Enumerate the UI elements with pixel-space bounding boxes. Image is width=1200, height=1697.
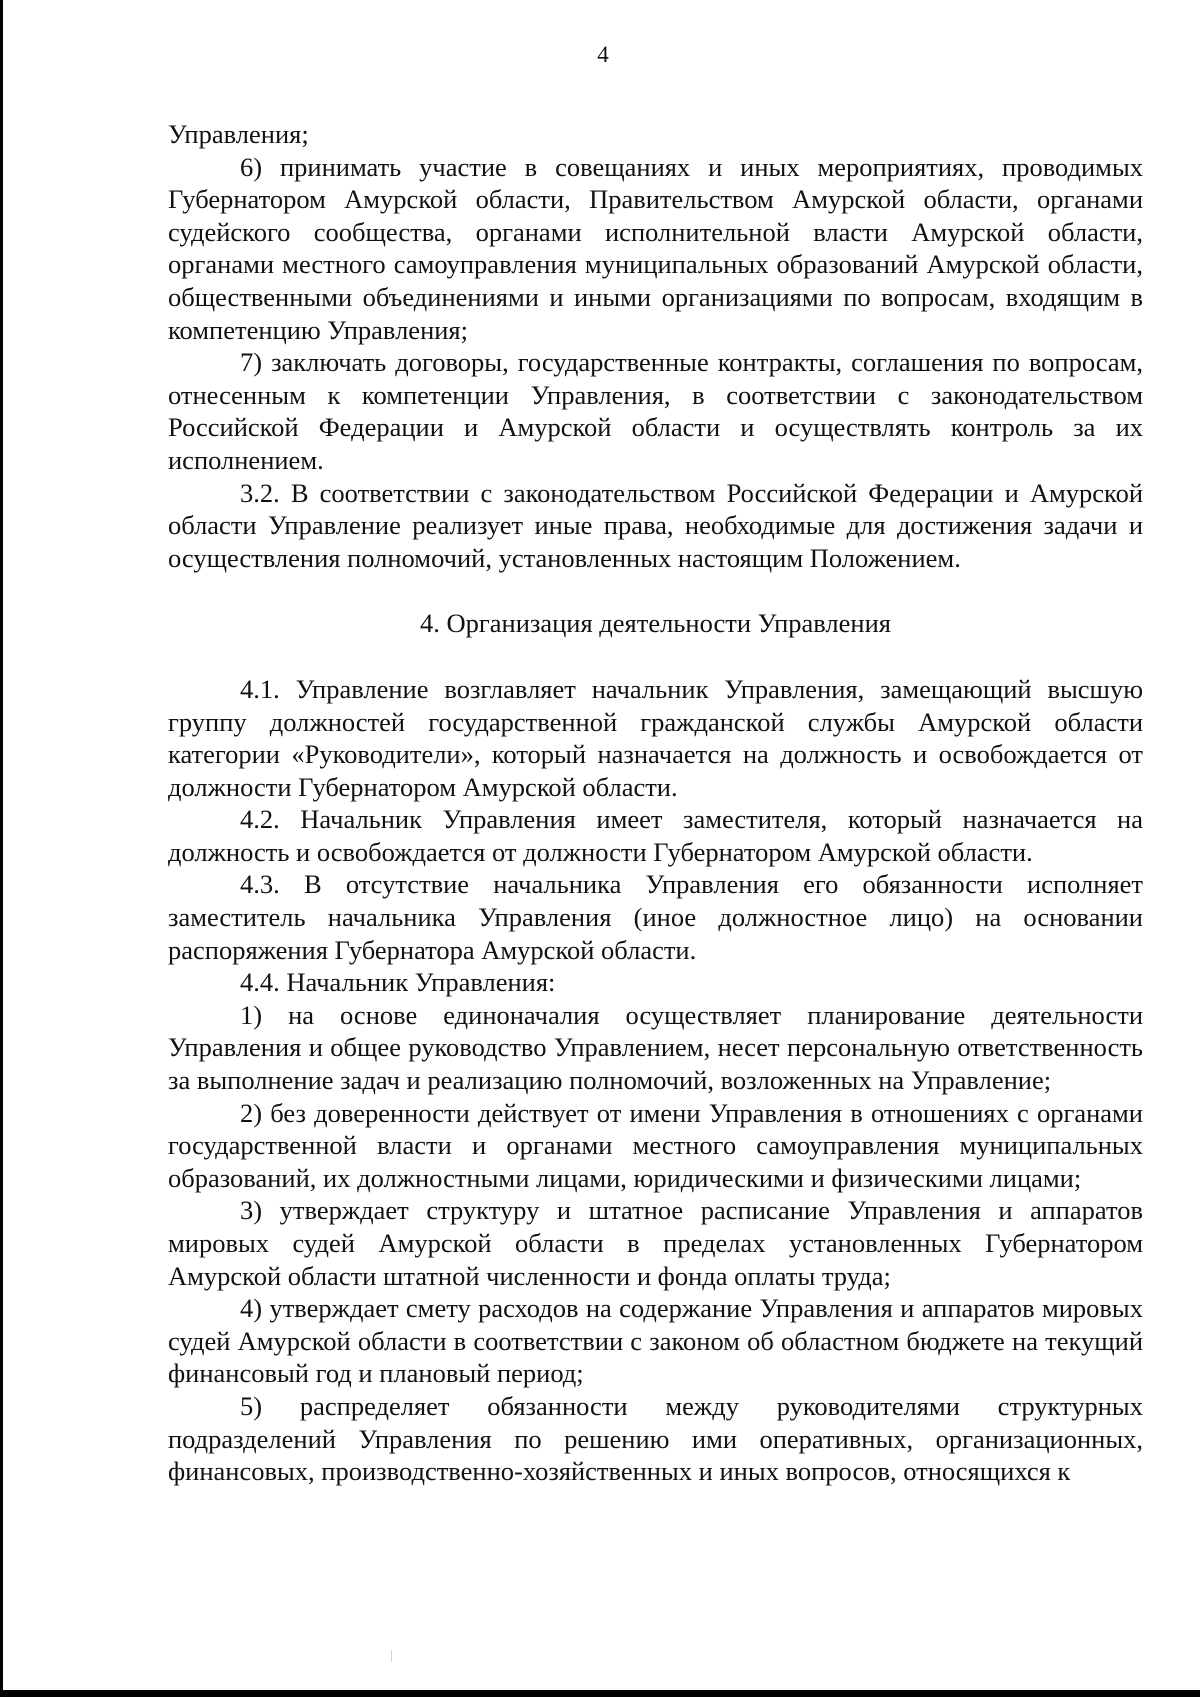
paragraph: Управления; [168,119,309,149]
paragraph: 4) утверждает смету расходов на содержание Управления и аппаратов мировых судей Амурской области в соответствии с законом об областном бюджете на текущий финансовый год и плановый период; [168,1293,1143,1389]
paragraph: 2) без доверенности действует от имени Управления в отношениях с органами государственной власти и органами местного самоуправления муниципальных образований, их должностными лицами, юридическими и физическими лицами; [168,1097,1143,1193]
document-body [168,118,1143,1488]
paragraph: 7) заключать договоры, государственные контракты, соглашения по вопросам, отнесенным к компетенции Управления, в соответствии с законодательством Российской Федерации и Амурской области и осуществлять контроль за их исполнением. [168,347,1143,475]
paragraph: 4.4. Начальник Управления: [240,967,556,998]
paragraph: 1) на основе единоначалия осуществляет планирование деятельности Управления и общее руководство Управлением, несет персональную ответственность за выполнение задач и реализацию полномочий, возложенных на Управление; [168,999,1143,1096]
page-number: 4 [597,42,609,67]
section-heading: 4. Организация деятельности Управления [420,608,891,639]
paragraph: 4.3. В отсутствие начальника Управления его обязанности исполняет заместитель начальника Управления (иное должностное лицо) на основании распоряжения Губернатора Амурской области. [168,869,1143,965]
paragraph: 6) принимать участие в совещаниях и иных мероприятиях, проводимых Губернатором Амурской области, Правительством Амурской области, органами судейского сообщества, органами исполнительной власти Амурской области, органами местного самоуправления муниципальных образований Амурской области, общественными объединениями и иными организациями по вопросам, входящим в компетенцию Управления; [168,151,1143,345]
scan-artifact [391,1650,392,1662]
paragraph: 4.2. Начальник Управления имеет заместителя, который назначается на должность и освобождается от должности Губернатором Амурской области. [168,804,1143,867]
paragraph: 3) утверждает структуру и штатное расписание Управления и аппаратов мировых судей Амурской области в пределах установленных Губернатором Амурской области штатной численности и фонда оплаты труда; [168,1195,1143,1291]
paragraph: 3.2. В соответствии с законодательством Российской Федерации и Амурской области Управление реализует иные права, необходимые для достижения задачи и осуществления полномочий, установленных настоящим Положением. [168,477,1143,573]
paragraph: 5) распределяет обязанности между руководителями структурных подразделений Управления по решению ими оперативных, организационных, финансовых, производственно-хозяйственных и иных вопросов, относящихся к [168,1390,1143,1487]
paragraph: 4.1. Управление возглавляет начальник Управления, замещающий высшую группу должностей государственной гражданской службы Амурской области категории «Руководители», который назначается на должность и освобождается от должности Губернатором Амурской области. [168,673,1143,802]
